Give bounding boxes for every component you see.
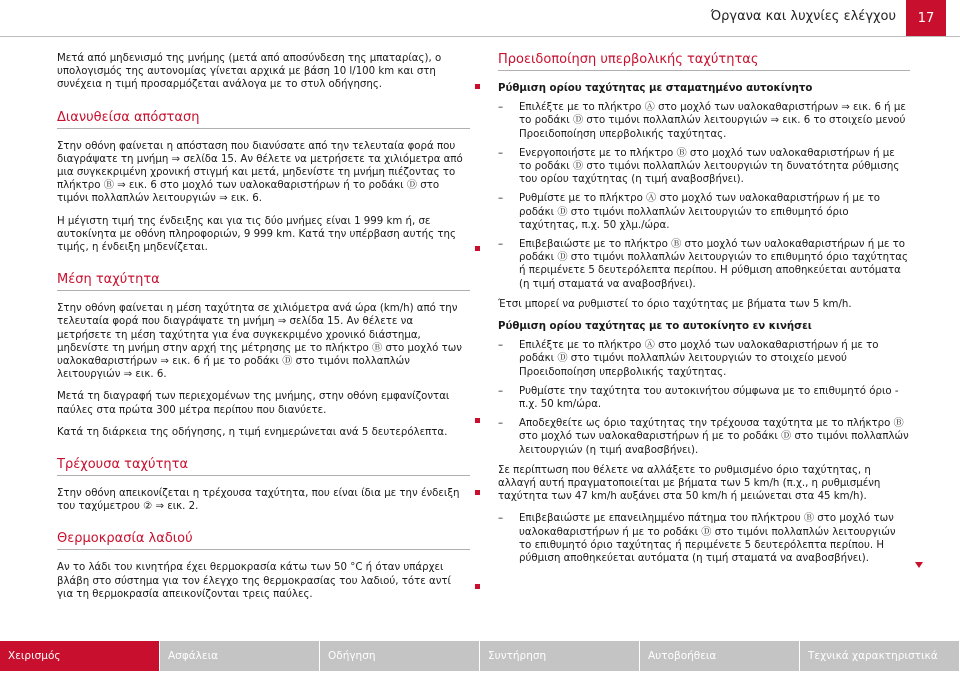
paragraph-end-marker [475,490,480,495]
paragraph-end-marker [475,418,480,423]
section-rule [57,475,470,476]
tab-safety[interactable]: Ασφάλεια [160,641,319,671]
list-item: – Επιλέξτε με το πλήκτρο Ⓐ στο μοχλό των υαλοκαθαριστήρων ⇒ εικ. 6 ή με το ροδάκι Ⓓ στο τιμόνι πολλαπλών λειτουργιών ⇒ εικ. 6 το στοιχείο μενού Προειδοποίηση υπερβολικής ταχύτητας. [498,101,910,141]
subheading-moving: Ρύθμιση ορίου ταχύτητας με το αυτοκίνητο εν κινήσει [498,321,812,333]
page-number: 17 [906,0,946,36]
steps-list-moving [498,339,910,457]
list-item: – Ενεργοποιήστε με το πλήκτρο Ⓑ στο μοχλό των υαλοκαθαριστήρων ή με το ροδάκι Ⓓ στο τιμόνι πολλαπλών λειτουργιών τη δυνατότητα ρύθμισης του ορίου ταχύτητας (η τιμή αναβοσβήνει). [498,147,910,187]
section-title-speed-warning: Προειδοποίηση υπερβολικής ταχύτητας [498,52,759,67]
subheading-stationary: Ρύθμιση ορίου ταχύτητας με σταματημένο αυτοκίνητο [498,83,813,94]
list-item: – Επιβεβαιώστε με επανειλημμένο πάτημα του πλήκτρου Ⓑ στο μοχλό των υαλοκαθαριστήρων ή με το ροδάκι Ⓓ στο τιμόνι πολλαπλών λειτουργιών το επιθυμητό όριο ταχύτητας ή περιμένετε 5 δευτερόλεπτα περίπου. Η ρύθμιση αποθηκεύεται αυτόματα (η τιμή σταματά να αναβοσβήνει). [498,512,910,565]
steps-list-confirm [498,512,910,565]
chapter-title: Όργανα και λυχνίες ελέγχου [710,9,896,24]
list-item: – Ρυθμίστε με το πλήκτρο Ⓐ στο μοχλό των υαλοκαθαριστήρων ή με το ροδάκι Ⓓ στο τιμόνι πολλαπλών λειτουργιών το επιθυμητό όριο ταχύτητας, π.χ. 50 χλμ./ώρα. [498,192,910,232]
oil-paragraph-1: Αν το λάδι του κινητήρα έχει θερμοκρασία κάτω των 50 °C ή όταν υπάρχει βλάβη στο σύστημα για τον έλεγχο της θερμοκρασίας του λαδιού, τότε αντί για τη θερμοκρασία απεικονίζονται τρεις παύλες. [57,562,451,600]
tab-maintenance[interactable]: Συντήρηση [480,641,639,671]
paragraph-end-marker [475,584,480,589]
right-column [498,52,910,572]
page-header [0,0,960,36]
list-item: – Επιλέξτε με το πλήκτρο Ⓐ στο μοχλό των υαλοκαθαριστήρων ή με το ροδάκι Ⓓ στο τιμόνι πολλαπλών λειτουργιών το στοιχείο μενού Προειδοποίηση υπερβολικής ταχύτητας. [498,339,910,379]
avg-paragraph-2: Μετά τη διαγραφή των περιεχομένων της μνήμης, στην οθόνη εμφανίζονται παύλες στα πρώτα 300 μέτρα περίπου που διανύετε. [57,391,450,416]
steps-paragraph: Έτσι μπορεί να ρυθμιστεί το όριο ταχύτητας με βήματα των 5 km/h. [498,298,852,310]
paragraph-end-marker [475,84,480,89]
tab-self-help[interactable]: Αυτοβοήθεια [640,641,799,671]
tab-technical-data[interactable]: Τεχνικά χαρακτηριστικά [800,641,959,671]
avg-paragraph-3: Κατά τη διάρκεια της οδήγησης, η τιμή ενημερώνεται ανά 5 δευτερόλεπτα. [57,426,448,438]
section-title-current-speed: Τρέχουσα ταχύτητα [57,457,189,473]
paragraph-end-marker [475,246,480,251]
footer-nav [0,641,960,671]
section-rule [57,549,470,550]
distance-paragraph-2: Η μέγιστη τιμή της ένδειξης και για τις δύο μνήμες είναι 1 999 km ή, σε αυτοκίνητα με οθόνη πληροφοριών, 9 999 km. Κατά την υπέρβαση αυτής της τιμής, η ένδειξη μηδενίζεται. [57,215,456,254]
tab-driving[interactable]: Οδήγηση [320,641,479,671]
intro-paragraph: Μετά από μηδενισμό της μνήμης (μετά από αποσύνδεση της μπαταρίας), ο υπολογισμός της αυτονομίας γίνεται αρχικά με βάση 10 l/100 km και στη συνέχεια η τιμή προσαρμόζεται ανάλογα με το στυλ οδήγησης. [57,53,442,91]
continue-arrow-icon [915,562,923,568]
distance-paragraph-1: Στην οθόνη φαίνεται η απόσταση που διανύσατε από την τελευταία φορά που διαγράψατε τη μνήμη ⇒ σελίδα 15. Αν θέλετε να μετρήσετε τα χιλιόμετρα από μια συγκεκριμένη χρονική στιγμή και μετά, μηδενίστε τη μνήμη πιέζοντας το πλήκτρο Ⓑ ⇒ εικ. 6 στο μοχλό των υαλοκαθαριστήρων ή το ροδάκι Ⓓ στο τιμόνι πολλαπλών λειτουργιών ⇒ εικ. 6. [57,140,463,205]
list-item: – Αποδεχθείτε ως όριο ταχύτητας την τρέχουσα ταχύτητα με το πλήκτρο Ⓑ στο μοχλό των υαλοκαθαριστήρων ή με το ροδάκι Ⓓ στο τιμόνι πολλαπλών λειτουργιών (η τιμή αναβοσβήνει). [498,417,910,457]
tab-operation[interactable]: Χειρισμός [0,641,159,671]
section-title-distance: Διανυθείσα απόσταση [57,109,200,125]
section-rule [57,128,470,129]
section-rule [498,70,910,71]
change-paragraph: Σε περίπτωση που θέλετε να αλλάξετε το ρυθμισμένο όριο ταχύτητας, η αλλαγή αυτή πραγματοποιείται με βήματα των 5 km/h (π.χ., η ρυθμισμένη ταχύτητα των 47 km/h αυξάνει στα 50 km/h ή μειώνεται στα 45 km/h). [498,464,881,503]
section-title-average-speed: Μέση ταχύτητα [57,272,160,288]
header-rule [0,36,960,37]
steps-list-stationary [498,101,910,291]
list-item: – Επιβεβαιώστε με το πλήκτρο Ⓑ στο μοχλό των υαλοκαθαριστήρων ή με το ροδάκι Ⓓ στο τιμόνι πολλαπλών λειτουργιών το επιθυμητό όριο ταχύτητας ή περιμένετε 5 δευτερόλεπτα περίπου. Η ρύθμιση αποθηκεύεται αυτόματα (η τιμή σταματά να αναβοσβήνει). [498,238,910,291]
section-title-oil-temperature: Θερμοκρασία λαδιού [57,531,193,547]
current-paragraph-1: Στην οθόνη απεικονίζεται η τρέχουσα ταχύτητα, που είναι ίδια με την ένδειξη του ταχύμετρου ② ⇒ εικ. 2. [57,488,460,513]
avg-paragraph-1: Στην οθόνη φαίνεται η μέση ταχύτητα σε χιλιόμετρα ανά ώρα (km/h) από την τελευταία φορά που διαγράψατε τη μνήμη ⇒ σελίδα 15. Αν θέλετε να μετρήσετε τη μέση ταχύτητα για ένα συγκεκριμένο χρονικό διάστημα, μηδενίστε τη μνήμη στην αρχή της μέτρησης με το πλήκτρο Ⓑ στο μοχλό των υαλοκαθαριστήρων ⇒ εικ. 6 ή με το ροδάκι Ⓓ στο τιμόνι πολλαπλών λειτουργιών ⇒ εικ. 6. [57,303,462,381]
left-column [57,52,470,610]
list-item: – Ρυθμίστε την ταχύτητα του αυτοκινήτου σύμφωνα με το επιθυμητό όριο - π.χ. 50 km/ώρα. [498,385,910,411]
section-rule [57,290,470,291]
